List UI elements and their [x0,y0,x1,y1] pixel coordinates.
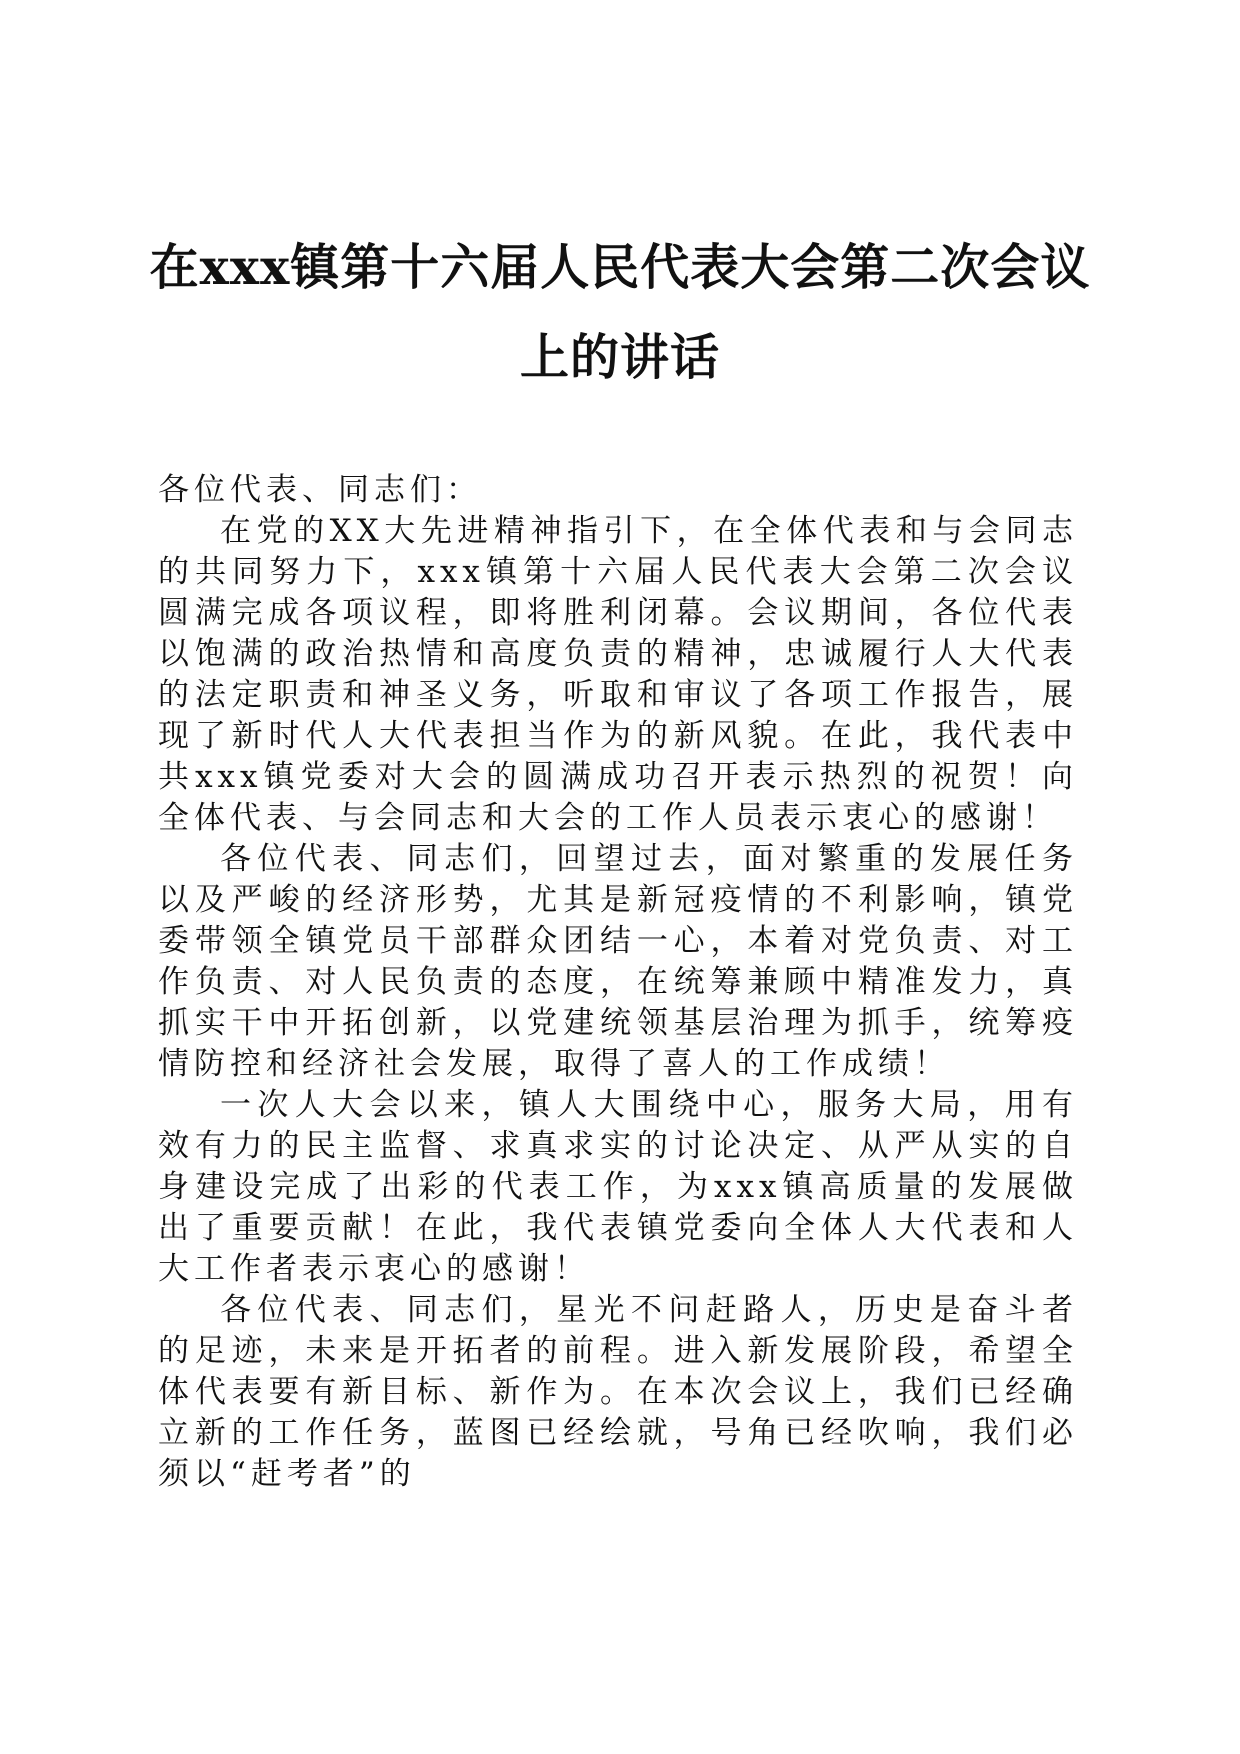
paragraph-3: 一次人大会以来，镇人大围绕中心，服务大局，用有效有力的民主监督、求真求实的讨论决定、从严从实的自身建设完成了出彩的代表工作，为xxx镇高质量的发展做出了重要贡献！在此，我代表镇党委向全体人大代表和人大工作者表示衷心的感谢！ [158,1087,1078,1287]
document-title: 在xxx镇第十六届人民代表大会第二次会议上的讲话 [149,238,1091,386]
paragraph-1: 在党的XX大先进精神指引下，在全体代表和与会同志的共同努力下，xxx镇第十六届人民代表大会第二次会议圆满完成各项议程，即将胜利闭幕。会议期间，各位代表以饱满的政治热情和高度负责的精神，忠诚履行人大代表的法定职责和神圣义务，听取和审议了各项工作报告，展现了新时代人大代表担当作为的新风貌。在此，我代表中共xxx镇党委对大会的圆满成功召开表示热烈的祝贺！向全体代表、与会同志和大会的工作人员表示衷心的感谢！ [158,513,1078,836]
paragraph-4: 各位代表、同志们，星光不问赶路人，历史是奋斗者的足迹，未来是开拓者的前程。进入新发展阶段，希望全体代表要有新目标、新作为。在本次会议上，我们已经确立新的工作任务，蓝图已经绘就，号角已经吹响，我们必须以“赶考者”的 [158,1292,1078,1492]
document-body [158,470,1078,1495]
paragraph-2: 各位代表、同志们，回望过去，面对繁重的发展任务以及严峻的经济形势，尤其是新冠疫情的不利影响，镇党委带领全镇党员干部群众团结一心，本着对党负责、对工作负责、对人民负责的态度，在统筹兼顾中精准发力，真抓实干中开拓创新，以党建统领基层治理为抓手，统筹疫情防控和经济社会发展，取得了喜人的工作成绩！ [158,841,1078,1082]
salutation: 各位代表、同志们： [158,472,482,508]
